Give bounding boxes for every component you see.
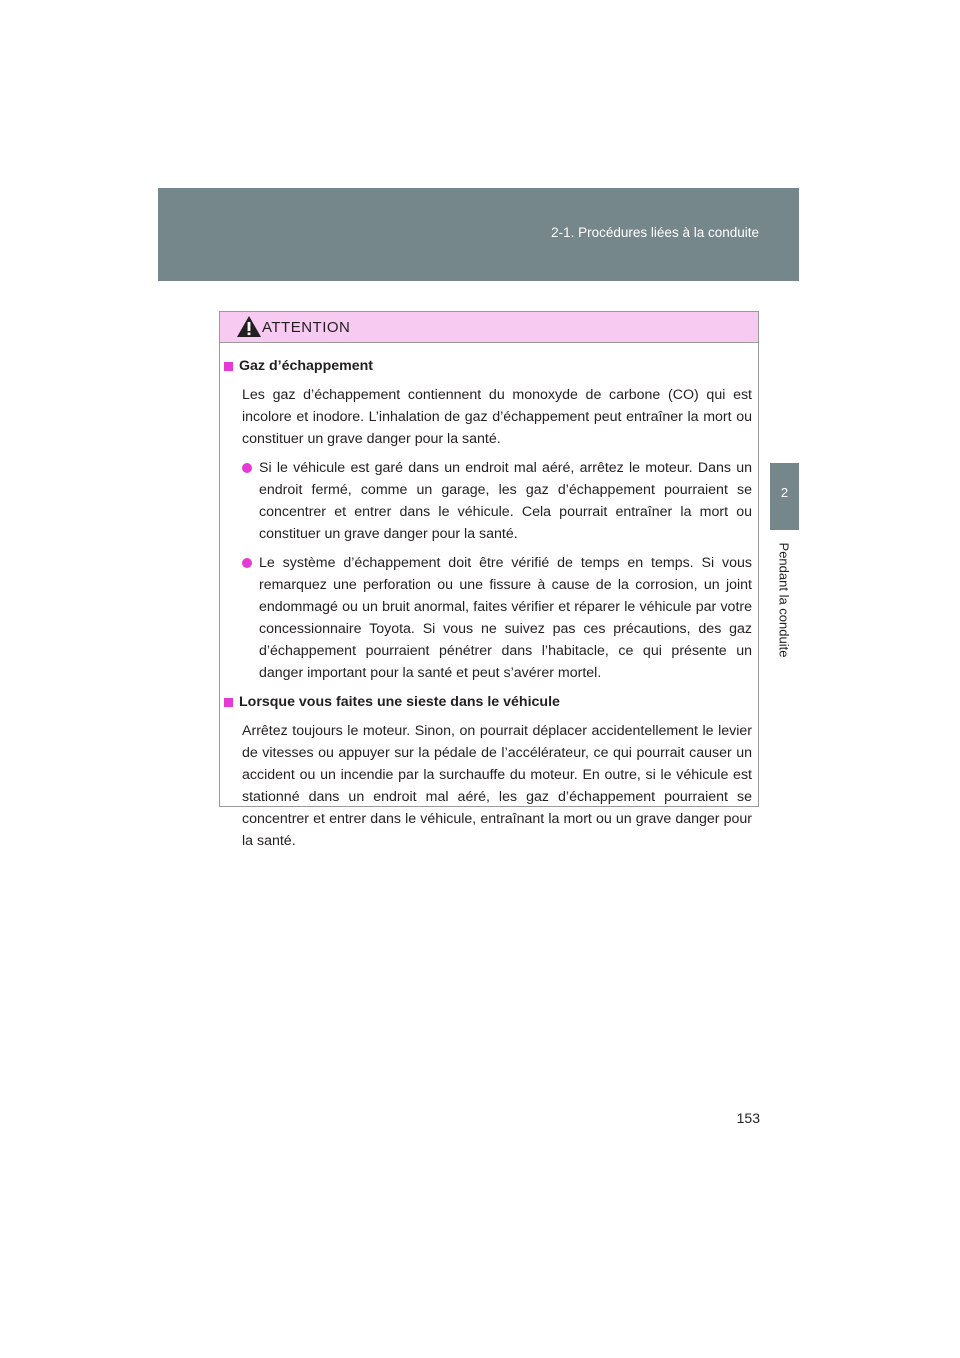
page-number: 153 <box>736 1110 760 1126</box>
attention-box <box>219 311 759 849</box>
chapter-label: Pendant la conduite <box>776 542 792 658</box>
section-body: Les gaz d’échappement contiennent du monoxyde de carbone (CO) qui est incolore et inodore. L’inhalation de gaz d’échappement peut entraîner la mort ou constituer un grave danger pour la santé. <box>242 387 752 447</box>
square-bullet-icon <box>224 698 233 707</box>
bullet-text: Si le véhicule est garé dans un endroit mal aéré, arrêtez le moteur. Dans un endroit fermé, comme un garage, les gaz d’échappement pourraient se concentrer et entrer dans le véhicule. Cela pourrait entraîner la mort ou constituer un grave danger pour la santé. <box>259 460 752 542</box>
attention-title: ATTENTION <box>262 319 351 336</box>
bullet-item <box>224 552 752 684</box>
warning-icon <box>236 315 262 338</box>
square-bullet-icon <box>224 362 233 371</box>
section-title: 2-1. Procédures liées à la conduite <box>551 225 759 240</box>
section-heading <box>224 355 752 377</box>
chapter-tab <box>770 463 799 530</box>
bullet-text: Le système d’échappement doit être vérifié de temps en temps. Si vous remarquez une perforation ou une fissure à cause de la corrosion, un joint endommagé ou un bruit anormal, faites vérifier et réparer le véhicule par votre concessionnaire Toyota. Si vous ne suivez pas ces précautions, des gaz d’échappement pourraient pénétrer dans l’habitacle, ce qui présente un danger important pour la santé et peut s’avérer mortel. <box>259 555 752 681</box>
header-band <box>158 188 799 281</box>
attention-content <box>220 343 758 852</box>
attention-header <box>220 312 758 343</box>
round-bullet-icon <box>242 558 252 568</box>
section-body: Arrêtez toujours le moteur. Sinon, on pourrait déplacer accidentellement le levier de vitesses ou appuyer sur la pédale de l’accélérateur, ce qui pourrait causer un accident ou un incendie par la surchauffe du moteur. En outre, si le véhicule est stationné dans un endroit mal aéré, les gaz d’échappement pourraient se concentrer et entrer dans le véhicule, entraînant la mort ou un grave danger pour la santé. <box>242 723 752 849</box>
section-heading <box>224 691 752 713</box>
round-bullet-icon <box>242 463 252 473</box>
chapter-number: 2 <box>780 485 789 500</box>
section-heading-text: Lorsque vous faites une sieste dans le véhicule <box>239 694 560 710</box>
section-heading-text: Gaz d’échappement <box>239 358 374 374</box>
bullet-item <box>224 457 752 545</box>
